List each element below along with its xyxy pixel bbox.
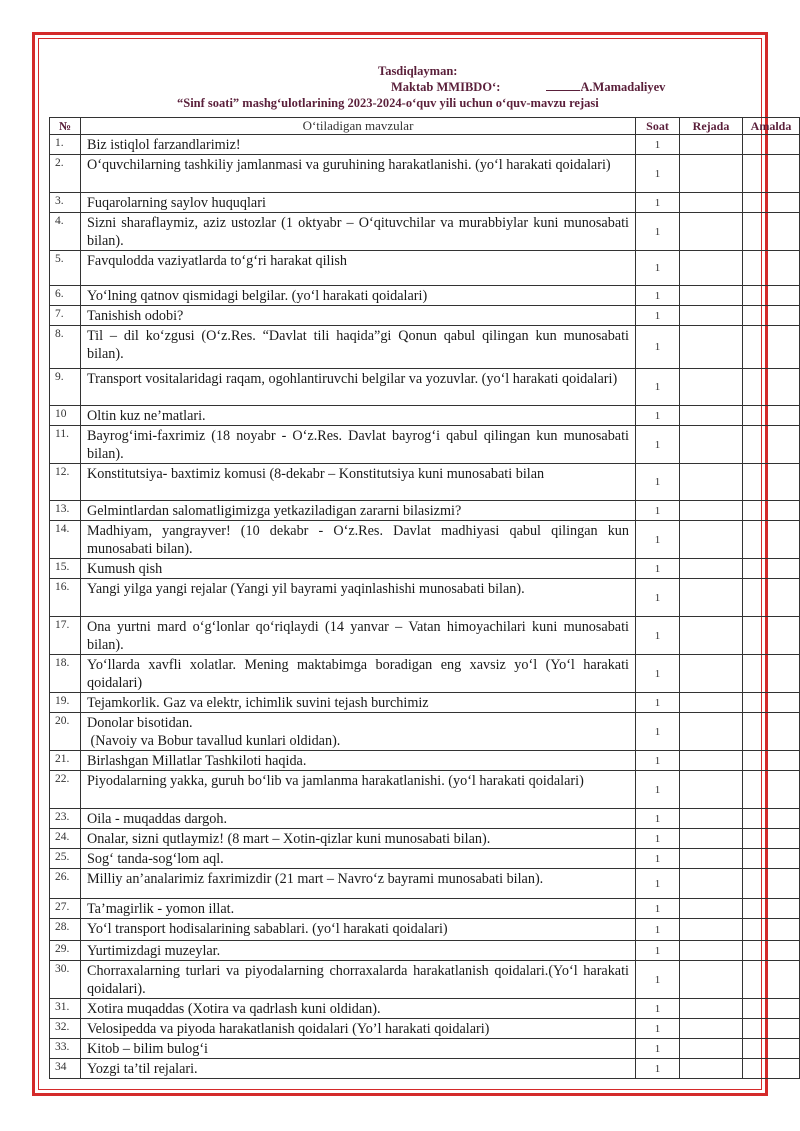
table-row	[50, 501, 800, 521]
director-line	[391, 80, 665, 95]
row-topic: Sog‘ tanda-sog‘lom aql.	[81, 849, 636, 869]
row-topic: Oltin kuz ne’matlari.	[81, 406, 636, 426]
row-topic: Yo‘llarda xavfli xolatlar. Mening maktabimga boradigan eng xavsiz yo‘l (Yo‘l harakati qoidalari)	[81, 655, 636, 693]
signature-line	[546, 90, 580, 91]
col-planned-header: Rejada	[680, 118, 743, 135]
row-number: 18.	[50, 655, 81, 693]
row-planned	[680, 579, 743, 617]
row-planned	[680, 369, 743, 406]
row-number: 13.	[50, 501, 81, 521]
director-title: Maktab MMIBDO‘:	[391, 80, 501, 94]
topics-table	[49, 117, 800, 1079]
row-planned	[680, 326, 743, 369]
row-number: 14.	[50, 521, 81, 559]
row-actual	[743, 713, 800, 751]
row-planned	[680, 771, 743, 809]
table-row	[50, 899, 800, 919]
table-row	[50, 809, 800, 829]
table-row	[50, 713, 800, 751]
row-actual	[743, 579, 800, 617]
row-topic: Sizni sharaflaymiz, aziz ustozlar (1 oktyabr – O‘qituvchilar va murabbiylar kuni munosabati bilan).	[81, 213, 636, 251]
row-number: 24.	[50, 829, 81, 849]
row-number: 28.	[50, 919, 81, 941]
col-actual-header: Amalda	[743, 118, 800, 135]
row-planned	[680, 306, 743, 326]
table-row	[50, 559, 800, 579]
row-planned	[680, 869, 743, 899]
row-hours: 1	[636, 919, 680, 941]
row-actual	[743, 809, 800, 829]
row-planned	[680, 521, 743, 559]
row-number: 1.	[50, 135, 81, 155]
row-planned	[680, 899, 743, 919]
row-actual	[743, 899, 800, 919]
row-hours: 1	[636, 809, 680, 829]
row-actual	[743, 655, 800, 693]
row-planned	[680, 193, 743, 213]
row-actual	[743, 501, 800, 521]
row-hours: 1	[636, 501, 680, 521]
row-actual	[743, 326, 800, 369]
row-actual	[743, 193, 800, 213]
row-actual	[743, 464, 800, 501]
row-number: 12.	[50, 464, 81, 501]
table-row	[50, 306, 800, 326]
row-hours: 1	[636, 135, 680, 155]
table-header-row	[50, 118, 800, 135]
row-number: 22.	[50, 771, 81, 809]
row-actual	[743, 693, 800, 713]
row-topic: Tanishish odobi?	[81, 306, 636, 326]
row-topic: Transport vositalaridagi raqam, ogohlantiruvchi belgilar va yozuvlar. (yo‘l harakati qoidalari)	[81, 369, 636, 406]
row-actual	[743, 999, 800, 1019]
row-actual	[743, 829, 800, 849]
row-actual	[743, 617, 800, 655]
table-row	[50, 193, 800, 213]
row-planned	[680, 213, 743, 251]
row-hours: 1	[636, 1059, 680, 1079]
row-planned	[680, 1039, 743, 1059]
row-planned	[680, 919, 743, 941]
table-row	[50, 919, 800, 941]
row-hours: 1	[636, 655, 680, 693]
row-hours: 1	[636, 771, 680, 809]
row-actual	[743, 135, 800, 155]
row-topic: Piyodalarning yakka, guruh bo‘lib va jamlanma harakatlanishi. (yo‘l harakati qoidalari)	[81, 771, 636, 809]
row-topic: Tejamkorlik. Gaz va elektr, ichimlik suvini tejash burchimiz	[81, 693, 636, 713]
row-hours: 1	[636, 521, 680, 559]
table-row	[50, 213, 800, 251]
table-row	[50, 771, 800, 809]
row-hours: 1	[636, 849, 680, 869]
row-actual	[743, 369, 800, 406]
row-hours: 1	[636, 193, 680, 213]
table-row	[50, 829, 800, 849]
row-hours: 1	[636, 1039, 680, 1059]
row-number: 8.	[50, 326, 81, 369]
row-topic: Fuqarolarning saylov huquqlari	[81, 193, 636, 213]
row-topic: Gelmintlardan salomatligimizga yetkaziladigan zararni bilasizmi?	[81, 501, 636, 521]
col-topic-header: O‘tiladigan mavzular	[81, 118, 636, 135]
col-hours-header: Soat	[636, 118, 680, 135]
row-number: 29.	[50, 941, 81, 961]
col-number-header: №	[50, 118, 81, 135]
row-actual	[743, 961, 800, 999]
table-row	[50, 693, 800, 713]
row-hours: 1	[636, 869, 680, 899]
table-row	[50, 406, 800, 426]
row-hours: 1	[636, 369, 680, 406]
document-title: “Sinf soati” mashg‘ulotlarining 2023-2024-o‘quv yili uchun o‘quv-mavzu rejasi	[177, 96, 599, 110]
row-topic: O‘quvchilarning tashkiliy jamlanmasi va guruhining harakatlanishi. (yo‘l harakati qoidalari)	[81, 155, 636, 193]
table-row	[50, 941, 800, 961]
row-planned	[680, 751, 743, 771]
row-actual	[743, 406, 800, 426]
row-planned	[680, 999, 743, 1019]
row-hours: 1	[636, 213, 680, 251]
row-topic: Yozgi ta’til rejalari.	[81, 1059, 636, 1079]
row-planned	[680, 286, 743, 306]
row-number: 25.	[50, 849, 81, 869]
row-actual	[743, 251, 800, 286]
row-planned	[680, 1059, 743, 1079]
row-number: 7.	[50, 306, 81, 326]
row-planned	[680, 809, 743, 829]
row-topic: Yangi yilga yangi rejalar (Yangi yil bayrami yaqinlashishi munosabati bilan).	[81, 579, 636, 617]
table-row	[50, 1019, 800, 1039]
row-number: 20.	[50, 713, 81, 751]
row-actual	[743, 919, 800, 941]
row-number: 6.	[50, 286, 81, 306]
row-topic: Yo‘lning qatnov qismidagi belgilar. (yo‘l harakati qoidalari)	[81, 286, 636, 306]
table-row	[50, 655, 800, 693]
row-planned	[680, 961, 743, 999]
row-number: 3.	[50, 193, 81, 213]
table-row	[50, 286, 800, 306]
row-actual	[743, 849, 800, 869]
row-hours: 1	[636, 406, 680, 426]
table-row	[50, 579, 800, 617]
row-topic: Favqulodda vaziyatlarda to‘g‘ri harakat qilish	[81, 251, 636, 286]
row-number: 31.	[50, 999, 81, 1019]
row-actual	[743, 521, 800, 559]
row-planned	[680, 501, 743, 521]
row-actual	[743, 751, 800, 771]
row-hours: 1	[636, 899, 680, 919]
row-planned	[680, 1019, 743, 1039]
row-actual	[743, 306, 800, 326]
row-planned	[680, 849, 743, 869]
row-planned	[680, 829, 743, 849]
row-hours: 1	[636, 306, 680, 326]
table-body	[50, 135, 800, 1079]
row-actual	[743, 213, 800, 251]
table-row	[50, 751, 800, 771]
row-topic: Kumush qish	[81, 559, 636, 579]
table-row	[50, 326, 800, 369]
row-topic: Xotira muqaddas (Xotira va qadrlash kuni oldidan).	[81, 999, 636, 1019]
row-topic: Chorraxalarning turlari va piyodalarning chorraxalarda harakatlanish qoidalari.(Yo‘l harakati qoidalari).	[81, 961, 636, 999]
row-hours: 1	[636, 426, 680, 464]
row-planned	[680, 251, 743, 286]
row-planned	[680, 655, 743, 693]
row-planned	[680, 617, 743, 655]
row-hours: 1	[636, 999, 680, 1019]
table-row	[50, 869, 800, 899]
row-hours: 1	[636, 579, 680, 617]
row-number: 9.	[50, 369, 81, 406]
row-topic: Til – dil ko‘zgusi (O‘z.Res. “Davlat tili haqida”gi Qonun qabul qilingan kun munosabati bilan).	[81, 326, 636, 369]
row-hours: 1	[636, 464, 680, 501]
row-planned	[680, 941, 743, 961]
row-hours: 1	[636, 751, 680, 771]
row-actual	[743, 155, 800, 193]
row-topic: Yo‘l transport hodisalarining sabablari. (yo‘l harakati qoidalari)	[81, 919, 636, 941]
table-row	[50, 251, 800, 286]
row-actual	[743, 869, 800, 899]
row-topic: Donolar bisotidan. (Navoiy va Bobur tavallud kunlari oldidan).	[81, 713, 636, 751]
row-topic: Ta’magirlik - yomon illat.	[81, 899, 636, 919]
row-hours: 1	[636, 713, 680, 751]
row-topic: Onalar, sizni qutlaymiz! (8 mart – Xotin-qizlar kuni munosabati bilan).	[81, 829, 636, 849]
approval-label: Tasdiqlayman:	[378, 64, 458, 78]
row-actual	[743, 771, 800, 809]
row-number: 34	[50, 1059, 81, 1079]
row-number: 32.	[50, 1019, 81, 1039]
table-row	[50, 1059, 800, 1079]
table-row	[50, 426, 800, 464]
row-topic: Madhiyam, yangrayver! (10 dekabr - O‘z.Res. Davlat madhiyasi qabul qilingan kun munosabati bilan).	[81, 521, 636, 559]
row-number: 17.	[50, 617, 81, 655]
row-number: 30.	[50, 961, 81, 999]
row-actual	[743, 559, 800, 579]
row-number: 19.	[50, 693, 81, 713]
row-number: 5.	[50, 251, 81, 286]
row-number: 2.	[50, 155, 81, 193]
row-planned	[680, 155, 743, 193]
row-planned	[680, 426, 743, 464]
row-hours: 1	[636, 693, 680, 713]
table-row	[50, 521, 800, 559]
row-planned	[680, 406, 743, 426]
row-planned	[680, 464, 743, 501]
table-row	[50, 1039, 800, 1059]
row-hours: 1	[636, 251, 680, 286]
row-actual	[743, 1059, 800, 1079]
row-hours: 1	[636, 1019, 680, 1039]
row-hours: 1	[636, 559, 680, 579]
row-planned	[680, 559, 743, 579]
row-topic: Bayrog‘imi-faxrimiz (18 noyabr - O‘z.Res. Davlat bayrog‘i qabul qilingan kun munosabati bilan).	[81, 426, 636, 464]
row-actual	[743, 426, 800, 464]
row-actual	[743, 1019, 800, 1039]
row-number: 4.	[50, 213, 81, 251]
row-topic: Konstitutsiya- baxtimiz komusi (8-dekabr – Konstitutsiya kuni munosabati bilan	[81, 464, 636, 501]
row-topic: Ona yurtni mard o‘g‘lonlar qo‘riqlaydi (14 yanvar – Vatan himoyachilari kuni munosabati bilan).	[81, 617, 636, 655]
row-hours: 1	[636, 286, 680, 306]
row-number: 10	[50, 406, 81, 426]
director-name: A.Mamadaliyev	[580, 80, 666, 94]
row-topic: Kitob – bilim bulog‘i	[81, 1039, 636, 1059]
row-hours: 1	[636, 941, 680, 961]
table-row	[50, 617, 800, 655]
row-number: 21.	[50, 751, 81, 771]
row-topic: Birlashgan Millatlar Tashkiloti haqida.	[81, 751, 636, 771]
row-topic: Oila - muqaddas dargoh.	[81, 809, 636, 829]
row-topic: Milliy an’analarimiz faxrimizdir (21 mart – Navro‘z bayrami munosabati bilan).	[81, 869, 636, 899]
row-number: 26.	[50, 869, 81, 899]
row-number: 33.	[50, 1039, 81, 1059]
row-number: 23.	[50, 809, 81, 829]
row-topic: Velosipedda va piyoda harakatlanish qoidalari (Yo’l harakati qoidalari)	[81, 1019, 636, 1039]
row-hours: 1	[636, 961, 680, 999]
table-row	[50, 849, 800, 869]
row-number: 16.	[50, 579, 81, 617]
row-number: 27.	[50, 899, 81, 919]
table-row	[50, 999, 800, 1019]
row-topic: Biz istiqlol farzandlarimiz!	[81, 135, 636, 155]
row-hours: 1	[636, 829, 680, 849]
row-topic: Yurtimizdagi muzeylar.	[81, 941, 636, 961]
table-row	[50, 369, 800, 406]
row-actual	[743, 941, 800, 961]
table-row	[50, 135, 800, 155]
table-row	[50, 464, 800, 501]
row-actual	[743, 286, 800, 306]
row-planned	[680, 713, 743, 751]
row-number: 15.	[50, 559, 81, 579]
row-planned	[680, 693, 743, 713]
row-hours: 1	[636, 326, 680, 369]
row-hours: 1	[636, 617, 680, 655]
row-number: 11.	[50, 426, 81, 464]
row-planned	[680, 135, 743, 155]
table-row	[50, 961, 800, 999]
row-actual	[743, 1039, 800, 1059]
table-row	[50, 155, 800, 193]
row-hours: 1	[636, 155, 680, 193]
